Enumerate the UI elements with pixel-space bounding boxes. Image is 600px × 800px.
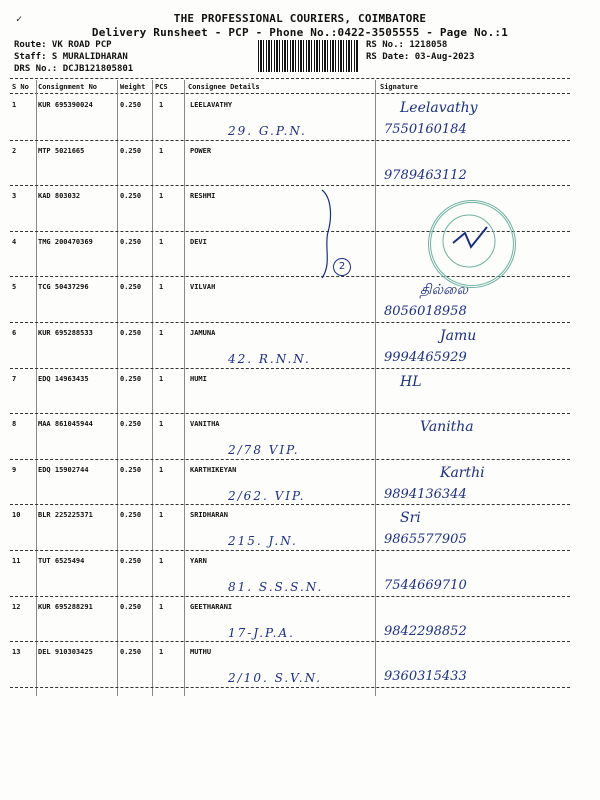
row-consignee-name: VANITHA (190, 420, 220, 429)
row-handwritten-phone: 9842298852 (384, 623, 467, 639)
col-consignment: Consignment No (38, 83, 98, 91)
col-divider (375, 80, 376, 696)
header-bottom-rule (10, 93, 570, 94)
row-sno: 11 (12, 557, 21, 565)
row-separator (10, 504, 570, 505)
row-consignee-name: VILVAH (190, 283, 216, 292)
barcode (258, 40, 358, 72)
row-handwritten-address: 2/78 VIP. (228, 443, 300, 458)
row-separator (10, 185, 570, 186)
corner-mark: ✓ (16, 14, 23, 25)
row-handwritten-phone: 9994465929 (384, 350, 467, 365)
row-sno: 8 (12, 420, 17, 429)
row-handwritten-phone: 9789463112 (384, 167, 467, 183)
row-signature-text: Leelavathy (400, 100, 478, 116)
row-pcs: 1 (159, 602, 164, 611)
col-divider (152, 80, 153, 696)
row-handwritten-address: 215. J.N. (228, 534, 298, 549)
circled-annotation: 2 (333, 258, 351, 276)
row-consignment: TUT 6525494 (38, 557, 85, 565)
row-weight: 0.250 (120, 283, 142, 292)
row-separator (10, 368, 570, 369)
company-title: THE PROFESSIONAL COURIERS, COIMBATORE (173, 12, 427, 25)
rs-number: RS No.: 1218058 (366, 40, 448, 50)
col-divider (36, 80, 37, 696)
row-consignee-name: POWER (190, 146, 212, 155)
row-weight: 0.250 (120, 557, 142, 565)
row-separator (10, 140, 570, 141)
row-pcs: 1 (159, 237, 164, 246)
row-separator (10, 459, 570, 460)
row-consignee-name: RESHMI (190, 192, 216, 201)
row-sno: 12 (12, 602, 21, 611)
rs-date: RS Date: 03-Aug-2023 (366, 52, 475, 62)
row-sno: 9 (12, 465, 17, 474)
col-divider (184, 80, 185, 696)
row-sno: 10 (12, 511, 21, 520)
row-weight: 0.250 (120, 420, 142, 429)
row-consignment: DEL 910303425 (38, 648, 93, 657)
row-consignment: EDQ 14963435 (38, 374, 89, 383)
header-top-rule (10, 78, 570, 79)
row-weight: 0.250 (120, 465, 142, 474)
row-pcs: 1 (159, 329, 164, 337)
row-consignment: EDQ 15902744 (38, 465, 89, 474)
row-handwritten-address: 29. G.P.N. (228, 124, 307, 138)
row-pcs: 1 (159, 465, 164, 474)
col-pcs: PCS (155, 83, 168, 91)
row-weight: 0.250 (120, 374, 142, 383)
row-pcs: 1 (159, 648, 164, 657)
col-signature: Signature (380, 83, 418, 91)
staff-label: Staff: S MURALIDHARAN (14, 52, 128, 62)
row-signature-text: HL (400, 373, 422, 390)
row-pcs: 1 (159, 374, 164, 383)
row-consignment: KUR 695288533 (38, 329, 93, 337)
col-sno: S No (12, 83, 29, 91)
row-consignment: MTP 5021665 (38, 146, 85, 155)
runsheet-subtitle: Delivery Runsheet - PCP - Phone No.:0422-3505555 - Page No.:1 (91, 26, 509, 39)
row-sno: 6 (12, 329, 17, 337)
row-signature-text: தில்லை (420, 282, 468, 299)
row-consignment: KUR 695288291 (38, 602, 93, 611)
row-consignee-name: JAMUNA (190, 329, 216, 337)
row-handwritten-address: 2/62. VIP. (228, 488, 306, 503)
row-weight: 0.250 (120, 146, 142, 155)
row-separator (10, 596, 570, 597)
row-consignment: KUR 695390024 (38, 101, 93, 109)
row-sno: 7 (12, 374, 17, 383)
col-divider (117, 80, 118, 696)
row-pcs: 1 (159, 101, 164, 109)
company-stamp (428, 200, 516, 288)
row-signature-text: Vanitha (420, 419, 474, 436)
row-consignment: TMG 200470369 (38, 237, 93, 246)
row-sno: 2 (12, 146, 17, 155)
row-signature-text: Jamu (440, 328, 477, 344)
row-weight: 0.250 (120, 101, 142, 109)
row-handwritten-phone: 7544669710 (384, 578, 467, 593)
row-pcs: 1 (159, 283, 164, 292)
row-consignee-name: MUTHU (190, 648, 212, 657)
row-consignee-name: HUMI (190, 374, 207, 383)
route-label: Route: VK ROAD PCP (14, 40, 112, 50)
row-handwritten-phone: 7550160184 (384, 122, 467, 137)
row-weight: 0.250 (120, 511, 142, 520)
row-signature-text: Sri (400, 510, 421, 527)
row-pcs: 1 (159, 557, 164, 565)
row-handwritten-phone: 9894136344 (384, 486, 467, 502)
row-handwritten-address: 42. R.N.N. (228, 352, 311, 366)
row-handwritten-address: 81. S.S.S.N. (228, 580, 324, 594)
row-weight: 0.250 (120, 192, 142, 201)
row-consignee-name: KARTHIKEYAN (190, 465, 237, 474)
row-handwritten-phone: 8056018958 (384, 304, 467, 320)
row-weight: 0.250 (120, 237, 142, 246)
row-consignment: MAA 861045944 (38, 420, 93, 429)
col-consignee: Consignee Details (188, 83, 260, 91)
row-signature-text: Karthi (440, 464, 485, 481)
row-sno: 13 (12, 648, 21, 657)
drs-number: DRS No.: DCJB121805801 (14, 64, 134, 74)
row-separator (10, 687, 570, 688)
row-pcs: 1 (159, 420, 164, 429)
row-separator (10, 413, 570, 414)
row-weight: 0.250 (120, 329, 142, 337)
row-consignee-name: SRIDHARAN (190, 511, 228, 520)
row-pcs: 1 (159, 146, 164, 155)
row-weight: 0.250 (120, 602, 142, 611)
row-handwritten-address: 2/10. S.V.N. (228, 671, 323, 686)
row-consignment: TCG 50437296 (38, 283, 89, 292)
row-sno: 5 (12, 283, 17, 292)
row-handwritten-address: 17-J.P.A. (228, 625, 295, 640)
row-consignee-name: YARN (190, 557, 207, 565)
row-consignee-name: DEVI (190, 237, 207, 246)
row-consignment: KAD 803032 (38, 192, 81, 201)
row-sno: 3 (12, 192, 17, 201)
row-separator (10, 322, 570, 323)
row-consignee-name: LEELAVATHY (190, 101, 233, 109)
col-weight: Weight (120, 83, 146, 91)
row-separator (10, 641, 570, 642)
row-separator (10, 550, 570, 551)
row-consignee-name: GEETHARANI (190, 602, 233, 611)
row-handwritten-phone: 9865577905 (384, 532, 467, 548)
row-sno: 4 (12, 237, 17, 246)
row-handwritten-phone: 9360315433 (384, 669, 467, 685)
row-consignment: BLR 225225371 (38, 511, 93, 520)
row-pcs: 1 (159, 511, 164, 520)
row-pcs: 1 (159, 192, 164, 201)
row-sno: 1 (12, 101, 17, 109)
row-weight: 0.250 (120, 648, 142, 657)
